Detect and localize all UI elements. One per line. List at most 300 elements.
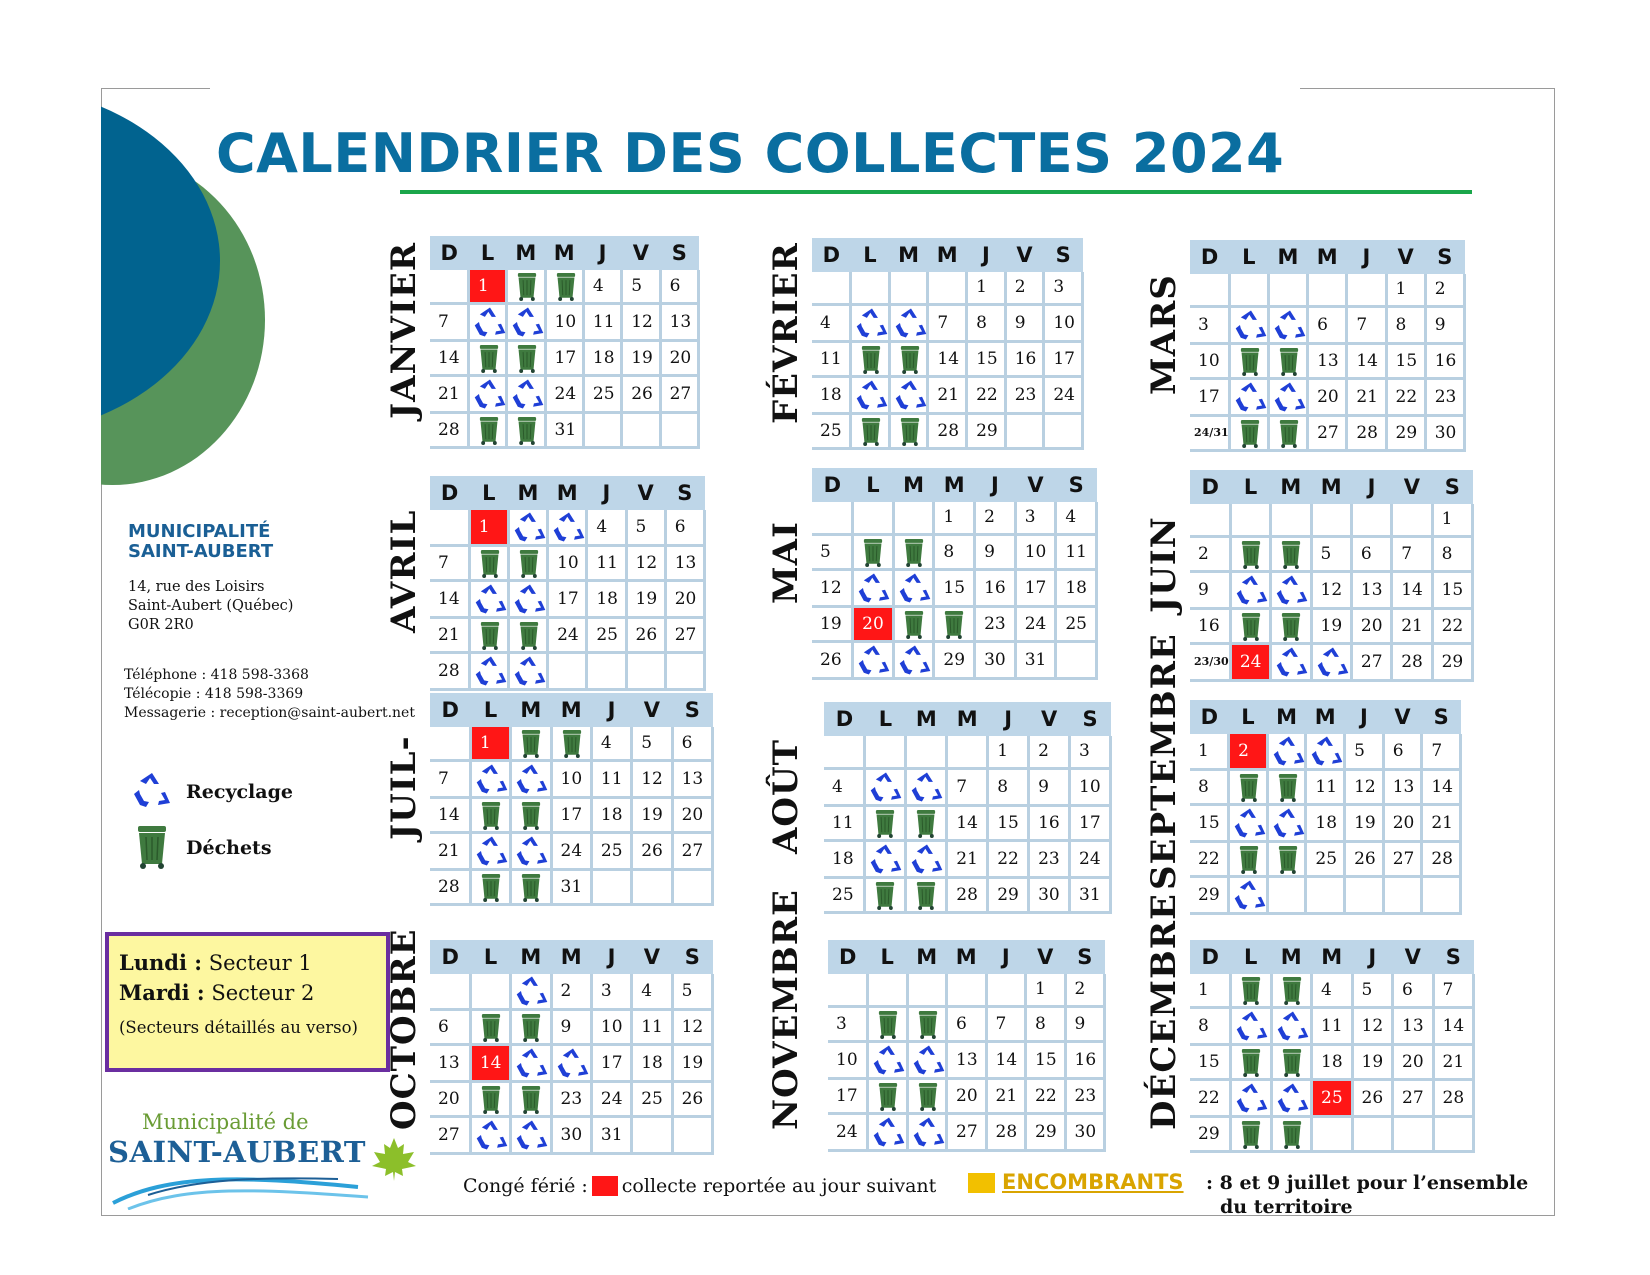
municipality-name-line1: MUNICIPALITÉ [128, 521, 271, 542]
day-cell [986, 974, 1026, 1006]
day-cell: 13 [1383, 770, 1422, 805]
month-name: SEPTEMBRE [1144, 633, 1184, 890]
weekday-header: J [587, 476, 626, 510]
recycling-day [893, 641, 934, 678]
day-cell: 5 [622, 270, 660, 304]
legend-recycling-label: Recyclage [186, 781, 293, 803]
day-cell: 28 [1422, 842, 1461, 877]
week-row [1190, 306, 1465, 343]
day-cell [812, 272, 851, 304]
waste-day [889, 413, 928, 448]
recycling-day [1271, 571, 1311, 608]
bulky-text-line1: : 8 et 9 juillet pour l’ensemble [1206, 1172, 1529, 1194]
recycle-icon [1272, 308, 1308, 342]
recycling-day [468, 376, 506, 413]
day-cell [906, 736, 947, 768]
month-name: JUIL- [384, 735, 424, 841]
week-row [828, 974, 1105, 1006]
day-cell: 24 [548, 618, 587, 653]
trash-bin-icon [913, 807, 939, 839]
day-cell: 6 [660, 270, 698, 304]
weekday-header: L [1231, 940, 1272, 974]
waste-day [865, 877, 906, 912]
page-margin [0, 0, 101, 1275]
trash-bin-icon [516, 619, 542, 651]
day-cell: 7 [430, 304, 468, 341]
weekday-header: J [988, 702, 1029, 736]
trash-bin-icon [514, 342, 540, 374]
day-cell [1392, 504, 1432, 536]
week-row [812, 502, 1097, 534]
weekday-header: L [468, 236, 506, 270]
address-line1: 14, rue des Loisirs [128, 579, 265, 595]
week-row [812, 341, 1083, 376]
day-cell [1190, 274, 1229, 306]
weekday-header: D [1190, 940, 1231, 974]
day-cell: 29 [1190, 877, 1229, 914]
holiday-day: 1 [469, 510, 508, 546]
day-cell: 7 [986, 1006, 1026, 1041]
weekday-header: S [1432, 470, 1472, 504]
day-cell: 15 [1386, 343, 1425, 378]
recycle-icon [1274, 573, 1310, 607]
week-row [828, 1113, 1105, 1150]
weekday-header: J [591, 693, 631, 727]
day-cell: 16 [1029, 805, 1070, 840]
day-cell: 28 [928, 413, 967, 448]
week-row [1190, 1117, 1474, 1152]
weekday-header: V [622, 236, 660, 270]
recycling-day [889, 376, 928, 413]
recycling-day [511, 1117, 551, 1154]
month-table [1190, 940, 1475, 1153]
legend-recycling [132, 770, 293, 814]
trash-bin-icon [518, 1083, 544, 1115]
weekday-header: D [1190, 700, 1229, 734]
recycling-day [1230, 571, 1270, 608]
weekday-header: M [907, 940, 947, 974]
day-cell [672, 870, 712, 905]
weekday-header: M [1271, 940, 1312, 974]
week-row [824, 768, 1111, 805]
waste-day [1271, 608, 1311, 643]
day-cell: 11 [1312, 1008, 1353, 1045]
recycling-day [1271, 1008, 1312, 1045]
day-cell: 6 [1383, 734, 1422, 770]
week-row [1190, 536, 1473, 571]
holiday-day: 2 [1229, 734, 1268, 770]
day-cell: 18 [632, 1045, 672, 1082]
day-cell: 12 [632, 761, 672, 798]
weekday-header: M [551, 940, 591, 974]
recycle-icon [514, 1118, 550, 1152]
recycling-day [906, 768, 947, 805]
day-cell: 2 [551, 974, 591, 1010]
recycling-day [470, 833, 510, 870]
address-line3: G0R 2R0 [128, 617, 194, 633]
day-cell [1271, 504, 1311, 536]
day-cell: 16 [1190, 608, 1230, 643]
day-cell: 3 [1044, 272, 1083, 304]
day-cell: 13 [947, 1041, 987, 1078]
day-cell: 25 [812, 413, 851, 448]
day-cell: 13 [1308, 343, 1347, 378]
day-cell: 27 [430, 1117, 470, 1154]
day-cell: 1 [967, 272, 1006, 304]
day-cell: 18 [824, 840, 865, 877]
recycle-icon [1233, 308, 1269, 342]
day-cell [430, 270, 468, 304]
logo-line2: SAINT-AUBERT [108, 1135, 366, 1169]
waste-day [1231, 1045, 1272, 1080]
day-cell: 17 [1015, 569, 1056, 606]
day-cell: 20 [672, 798, 712, 833]
day-cell: 12 [812, 569, 853, 606]
week-row [828, 1078, 1105, 1113]
trash-bin-icon [875, 1008, 901, 1040]
trash-bin-icon [478, 1011, 504, 1043]
week-row [430, 1082, 713, 1117]
weekday-header: D [1190, 470, 1230, 504]
day-cell: 5 [1352, 974, 1393, 1008]
week-row [824, 736, 1111, 768]
recycling-day [1267, 734, 1306, 770]
weekday-header: S [1044, 238, 1083, 272]
recycle-icon [512, 654, 548, 688]
recycle-icon [472, 377, 508, 411]
weekday-header: M [889, 238, 928, 272]
day-cell: 26 [632, 833, 672, 870]
recycle-icon [555, 1046, 591, 1080]
recycling-day [853, 569, 894, 606]
day-cell [1393, 1117, 1434, 1152]
recycle-icon [510, 377, 546, 411]
trash-bin-icon [897, 343, 923, 375]
sector-mardi-label: Mardi : [119, 980, 205, 1005]
day-cell [1433, 1117, 1474, 1152]
day-cell: 10 [545, 304, 583, 341]
weekday-header: D [812, 468, 853, 502]
day-cell: 9 [1065, 1006, 1105, 1041]
recycling-day [1229, 306, 1268, 343]
day-cell: 5 [626, 510, 665, 546]
day-cell: 20 [1383, 805, 1422, 842]
day-cell: 13 [672, 761, 712, 798]
month-name: MARS [1144, 274, 1184, 396]
recycle-icon [854, 306, 890, 340]
day-cell [1308, 274, 1347, 306]
day-cell: 14 [430, 798, 470, 833]
day-cell: 30 [1065, 1113, 1105, 1150]
waste-day [865, 805, 906, 840]
day-cell: 7 [947, 768, 988, 805]
month-table [430, 236, 700, 449]
holiday-day: 24 [1230, 643, 1270, 680]
day-cell: 27 [1351, 643, 1391, 680]
day-cell: 17 [548, 581, 587, 618]
day-cell: 6 [947, 1006, 987, 1041]
day-cell: 29 [1190, 1117, 1231, 1152]
trash-bin-icon [1238, 538, 1264, 570]
weekday-header: M [1306, 700, 1345, 734]
day-cell: 23 [1005, 376, 1044, 413]
day-cell: 12 [626, 546, 665, 581]
day-cell: 21 [1433, 1045, 1474, 1080]
day-cell: 29 [1386, 415, 1425, 450]
waste-day [1231, 974, 1272, 1008]
weekday-header: M [947, 940, 987, 974]
weekday-header: S [672, 940, 712, 974]
day-cell [1267, 877, 1306, 914]
day-cell [672, 1117, 712, 1154]
recycle-icon [472, 305, 508, 339]
recycling-day [508, 581, 547, 618]
trash-bin-icon [477, 547, 503, 579]
day-cell: 29 [1432, 643, 1472, 680]
month-name: NOVEMBRE [766, 889, 806, 1130]
waste-day [511, 798, 551, 833]
day-cell: 26 [812, 641, 853, 678]
day-cell: 31 [551, 870, 591, 905]
day-cell: 21 [1392, 608, 1432, 643]
day-cell: 19 [626, 581, 665, 618]
recycle-icon [893, 378, 929, 412]
frame-gap [210, 84, 1300, 92]
day-cell: 10 [1070, 768, 1111, 805]
weekday-header: L [1229, 700, 1268, 734]
trash-bin-icon [872, 807, 898, 839]
recycle-icon [871, 1043, 907, 1077]
day-cell: 14 [1347, 343, 1386, 378]
sector-mardi-value: Secteur 2 [204, 981, 315, 1005]
day-cell: 27 [1383, 842, 1422, 877]
recycle-icon [551, 510, 587, 544]
day-cell [1422, 877, 1461, 914]
recycling-day [511, 833, 551, 870]
week-row [812, 304, 1083, 341]
waste-day [906, 877, 947, 912]
recycling-day [865, 768, 906, 805]
trash-bin-icon [476, 414, 502, 446]
waste-day [470, 1082, 510, 1117]
month-table [812, 238, 1084, 450]
recycle-icon [1271, 734, 1307, 768]
trash-bin-icon [518, 1011, 544, 1043]
day-cell: 14 [430, 341, 468, 376]
day-cell: 11 [1056, 534, 1097, 569]
day-cell: 13 [660, 304, 698, 341]
trash-bin-icon [1236, 771, 1262, 803]
day-cell: 26 [622, 376, 660, 413]
recycling-day [470, 1117, 510, 1154]
day-cell [865, 736, 906, 768]
day-cell: 22 [1432, 608, 1472, 643]
day-cell: 23 [1029, 840, 1070, 877]
day-cell: 4 [1312, 974, 1353, 1008]
week-row [430, 653, 705, 690]
trash-bin-icon [1276, 417, 1302, 449]
day-cell: 4 [632, 974, 672, 1010]
trash-bin-icon [478, 799, 504, 831]
waste-day [907, 1006, 947, 1041]
week-row [1190, 974, 1474, 1008]
recycle-icon [1232, 806, 1268, 840]
day-cell: 24 [1015, 606, 1056, 641]
waste-day [470, 798, 510, 833]
week-row [1190, 608, 1473, 643]
day-cell: 28 [430, 653, 469, 690]
week-row [824, 805, 1111, 840]
weekday-header: J [583, 236, 621, 270]
week-row [812, 376, 1083, 413]
day-cell [1229, 274, 1268, 306]
week-row [1190, 643, 1473, 680]
trash-bin-icon [872, 879, 898, 911]
day-cell: 15 [1432, 571, 1472, 608]
recycling-day [511, 1045, 551, 1082]
day-cell: 19 [622, 341, 660, 376]
day-cell: 2 [1065, 974, 1105, 1006]
weekday-header: S [660, 236, 698, 270]
week-row [812, 413, 1083, 448]
weekday-header: M [1312, 940, 1353, 974]
day-cell: 26 [672, 1082, 712, 1117]
sector-lundi-value: Secteur 1 [202, 951, 312, 975]
week-row [1190, 842, 1461, 877]
holiday-legend-label: Congé férié : [463, 1175, 588, 1197]
day-cell: 20 [660, 341, 698, 376]
waste-day [508, 546, 547, 581]
waste-day [468, 341, 506, 376]
recycle-icon [1234, 1009, 1270, 1043]
day-cell: 19 [1345, 805, 1384, 842]
day-cell: 10 [1015, 534, 1056, 569]
week-row [1190, 274, 1465, 306]
recycling-day [511, 974, 551, 1010]
day-cell: 10 [1190, 343, 1229, 378]
waste-day [1271, 1045, 1312, 1080]
day-cell: 7 [1392, 536, 1432, 571]
weekday-header: M [507, 236, 545, 270]
month-table [1190, 470, 1474, 682]
address-line2: Saint-Aubert (Québec) [128, 598, 294, 614]
day-cell: 16 [1425, 343, 1464, 378]
holiday-day: 1 [470, 727, 510, 761]
day-cell [665, 653, 704, 690]
recycle-icon [1274, 645, 1310, 679]
day-cell: 18 [812, 376, 851, 413]
day-cell: 8 [1386, 306, 1425, 343]
weekday-header: M [1311, 470, 1351, 504]
day-cell [947, 974, 987, 1006]
week-row [812, 606, 1097, 641]
recycle-icon [473, 654, 509, 688]
weekday-header: M [545, 236, 583, 270]
weekday-header: D [828, 940, 868, 974]
week-row [1190, 1008, 1474, 1045]
weekday-header: L [865, 702, 906, 736]
day-cell: 19 [812, 606, 853, 641]
waste-day [907, 1078, 947, 1113]
day-cell: 6 [672, 727, 712, 761]
weekday-header: V [632, 940, 672, 974]
day-cell: 1 [1026, 974, 1066, 1006]
recycling-day [507, 304, 545, 341]
recycling-day [906, 840, 947, 877]
week-row [430, 341, 699, 376]
recycle-icon [854, 378, 890, 412]
day-cell: 20 [1393, 1045, 1434, 1080]
day-cell: 25 [1056, 606, 1097, 641]
month-table [828, 940, 1106, 1152]
week-row [1190, 504, 1473, 536]
waste-day [508, 618, 547, 653]
day-cell: 15 [1190, 805, 1229, 842]
month-table [812, 468, 1098, 680]
day-cell: 23/30 [1190, 643, 1230, 680]
day-cell: 13 [665, 546, 704, 581]
day-cell: 14 [430, 581, 469, 618]
weekday-header: M [893, 468, 934, 502]
waste-day [1268, 343, 1307, 378]
waste-day [1267, 770, 1306, 805]
trash-bin-icon [915, 1008, 941, 1040]
waste-day [469, 546, 508, 581]
waste-day [1229, 343, 1268, 378]
day-cell: 11 [1306, 770, 1345, 805]
recycling-day [851, 304, 890, 341]
day-cell: 10 [828, 1041, 868, 1078]
month-table [430, 940, 714, 1155]
weekday-header: M [551, 693, 591, 727]
recycling-day [889, 304, 928, 341]
day-cell: 12 [1311, 571, 1351, 608]
weekday-header: M [1271, 470, 1311, 504]
day-cell: 15 [967, 341, 1006, 376]
trash-bin-icon [1275, 843, 1301, 875]
recycle-icon [1275, 1009, 1311, 1043]
waste-day [511, 870, 551, 905]
maple-leaf-icon [370, 1136, 418, 1182]
day-cell [1268, 274, 1307, 306]
waste-day [893, 534, 934, 569]
day-cell: 4 [824, 768, 865, 805]
day-cell: 17 [591, 1045, 631, 1082]
day-cell: 2 [975, 502, 1016, 534]
recycle-icon [1275, 1081, 1311, 1115]
weekday-header: M [1268, 240, 1307, 274]
recycle-icon [856, 571, 892, 605]
waste-day [1268, 415, 1307, 450]
trash-bin-icon [1278, 538, 1304, 570]
weekday-header: J [1345, 700, 1384, 734]
day-cell: 5 [672, 974, 712, 1010]
recycling-day [907, 1113, 947, 1150]
day-cell: 14 [1392, 571, 1432, 608]
day-cell: 22 [967, 376, 1006, 413]
day-cell: 3 [828, 1006, 868, 1041]
contact-block [124, 666, 415, 723]
day-cell: 17 [1190, 378, 1229, 415]
recycle-icon [1234, 1081, 1270, 1115]
day-cell [626, 653, 665, 690]
sector-box [105, 932, 390, 1072]
week-row [430, 270, 699, 304]
day-cell: 31 [1070, 877, 1111, 912]
month-name: AVRIL [384, 509, 424, 633]
day-cell: 12 [622, 304, 660, 341]
weekday-header: V [1005, 238, 1044, 272]
